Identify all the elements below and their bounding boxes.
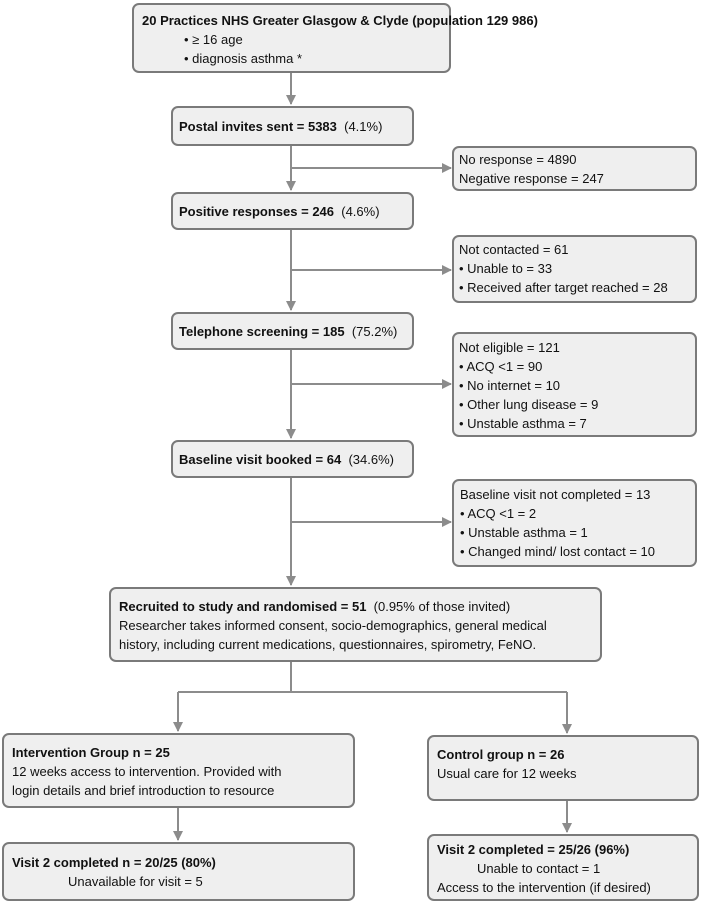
control-group-detail: Usual care for 12 weeks: [437, 766, 577, 781]
postal-invites-pct: (4.1%): [344, 119, 383, 134]
baseline-not-completed-acq: • ACQ <1 = 2: [460, 506, 537, 521]
visit2-control-unable: Unable to contact = 1: [477, 861, 601, 876]
baseline-not-completed-changed-mind: • Changed mind/ lost contact = 10: [460, 544, 655, 559]
recruited-detail-1: Researcher takes informed consent, socio-demographics, general medical: [119, 618, 547, 633]
baseline-not-completed-box: [452, 479, 697, 567]
no-response-box: [452, 146, 697, 191]
not-eligible-lung-disease: • Other lung disease = 9: [459, 397, 599, 412]
not-contacted-heading: Not contacted = 61: [459, 242, 569, 257]
not-contacted-target-reached: • Received after target reached = 28: [459, 280, 668, 295]
not-contacted-unable: • Unable to = 33: [459, 261, 553, 276]
not-eligible-acq: • ACQ <1 = 90: [459, 359, 543, 374]
criteria-diagnosis: • diagnosis asthma *: [184, 51, 303, 66]
telephone-screening-count: Telephone screening = 185: [179, 324, 345, 339]
baseline-not-completed-unstable: • Unstable asthma = 1: [460, 525, 588, 540]
not-eligible-internet: • No internet = 10: [459, 378, 561, 393]
recruited-detail-2: history, including current medications, questionnaires, spirometry, FeNO.: [119, 637, 537, 652]
criteria-age: • ≥ 16 age: [184, 32, 243, 47]
intervention-group-detail-2: login details and brief introduction to resource: [12, 783, 275, 798]
recruited-count: Recruited to study and randomised = 51: [119, 599, 367, 614]
not-eligible-box: [452, 332, 697, 437]
visit2-intervention-box: [2, 842, 355, 901]
control-group-title: Control group n = 26: [437, 747, 565, 762]
not-eligible-unstable: • Unstable asthma = 7: [459, 416, 587, 431]
practices-title: 20 Practices NHS Greater Glasgow & Clyde (population 129 986): [142, 13, 538, 28]
intervention-group-box: [2, 733, 355, 808]
negative-response-line: Negative response = 247: [459, 171, 604, 186]
baseline-visit-count: Baseline visit booked = 64: [179, 452, 342, 467]
control-group-box: [427, 735, 699, 801]
positive-responses-count: Positive responses = 246: [179, 204, 335, 219]
positive-responses-box: [171, 192, 414, 230]
postal-invites-box: [171, 106, 414, 146]
visit2-control-box: [427, 834, 699, 901]
practices-box: [132, 3, 538, 73]
visit2-intervention-title: Visit 2 completed n = 20/25 (80%): [12, 855, 216, 870]
baseline-visit-box: [171, 440, 414, 478]
not-contacted-box: [452, 235, 697, 303]
no-response-line: No response = 4890: [459, 152, 577, 167]
telephone-screening-box: [171, 312, 414, 350]
visit2-control-access: Access to the intervention (if desired): [437, 880, 651, 895]
recruited-box: [109, 587, 602, 662]
postal-invites-count: Postal invites sent = 5383: [179, 119, 337, 134]
recruited-pct: (0.95% of those invited): [373, 599, 511, 614]
visit2-intervention-unavailable: Unavailable for visit = 5: [68, 874, 203, 889]
positive-responses-pct: (4.6%): [341, 204, 380, 219]
baseline-visit-pct: (34.6%): [348, 452, 394, 467]
telephone-screening-pct: (75.2%): [351, 324, 398, 339]
visit2-control-title: Visit 2 completed = 25/26 (96%): [437, 842, 630, 857]
intervention-group-title: Intervention Group n = 25: [12, 745, 170, 760]
intervention-group-detail-1: 12 weeks access to intervention. Provided with: [12, 764, 282, 779]
baseline-not-completed-heading: Baseline visit not completed = 13: [460, 487, 651, 502]
not-eligible-heading: Not eligible = 121: [459, 340, 560, 355]
